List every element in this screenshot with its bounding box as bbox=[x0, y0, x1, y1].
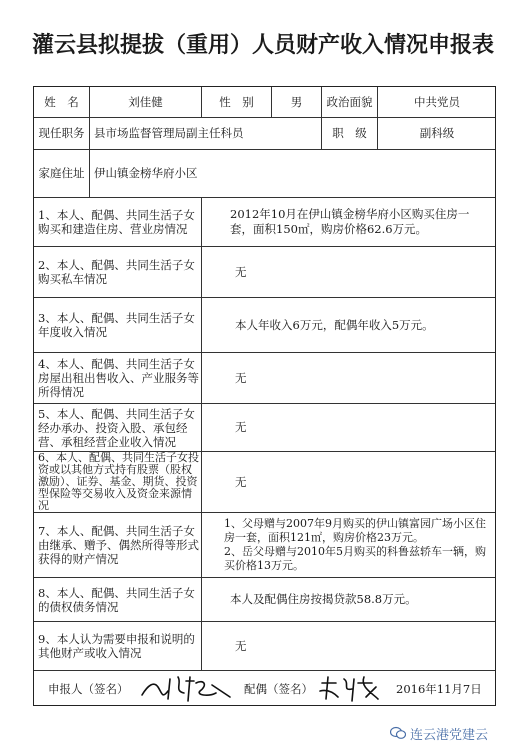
political-value: 中共党员 bbox=[414, 94, 460, 109]
item-row bbox=[34, 404, 495, 452]
gender-value: 男 bbox=[272, 87, 322, 117]
wechat-icon bbox=[390, 726, 406, 740]
job-label: 现任职务 bbox=[34, 118, 90, 149]
item-question: 8、本人、配偶、共同生活子女的债权债务情况 bbox=[34, 578, 202, 621]
item-row bbox=[34, 198, 495, 247]
item-answer: 无 bbox=[235, 264, 247, 279]
item-question: 1、本人、配偶、共同生活子女购买和建造住房、营业房情况 bbox=[34, 198, 202, 246]
item-answer: 本人及配偶住房按揭贷款58.8万元。 bbox=[230, 592, 417, 606]
item-answer: 1、父母赠与2007年9月购买的伊山镇富园广场小区住房一套，面积121㎡，购房价格23万元。 2、岳父母赠与2010年5月购买的科鲁兹轿车一辆，购买价格13万元。 bbox=[224, 517, 486, 572]
signature-date: 2016年11月7日 bbox=[396, 682, 482, 696]
item-row bbox=[34, 247, 495, 298]
item-row bbox=[34, 622, 495, 671]
item-row bbox=[34, 578, 495, 622]
item-answer: 无 bbox=[235, 474, 247, 489]
declaration-form bbox=[33, 86, 496, 706]
item-answer: 无 bbox=[235, 638, 247, 653]
watermark bbox=[390, 722, 488, 744]
rank-label: 职 级 bbox=[322, 118, 378, 149]
watermark-text: 连云港党建云 bbox=[410, 727, 489, 743]
rank-value: 副科级 bbox=[419, 126, 455, 140]
address-row bbox=[34, 150, 495, 198]
gender-label: 性 别 bbox=[202, 87, 272, 117]
job-value: 县市场监督管理局副主任科员 bbox=[90, 118, 322, 149]
name-value: 刘佳健 bbox=[90, 87, 202, 117]
item-question: 4、本人、配偶、共同生活子女房屋出租出售收入、产业服务等所得情况 bbox=[34, 353, 202, 403]
name-label: 姓 名 bbox=[34, 87, 90, 117]
item-question: 3、本人、配偶、共同生活子女年度收入情况 bbox=[34, 298, 202, 352]
job-row bbox=[34, 118, 495, 150]
signature-row bbox=[34, 671, 495, 705]
item-row bbox=[34, 298, 495, 353]
item-row bbox=[34, 513, 495, 578]
applicant-signature bbox=[138, 673, 238, 703]
item-question: 5、本人、配偶、共同生活子女经办承办、投资入股、承包经营、承租经营企业收入情况 bbox=[34, 404, 202, 451]
political-label: 政治面貌 bbox=[322, 87, 378, 117]
item-row bbox=[34, 452, 495, 513]
applicant-signature-label: 申报人（签名） bbox=[48, 682, 129, 696]
item-row bbox=[34, 353, 495, 404]
spouse-signature bbox=[316, 673, 386, 703]
item-question: 2、本人、配偶、共同生活子女购买私车情况 bbox=[34, 247, 202, 297]
item-answer: 无 bbox=[235, 420, 247, 434]
item-question: 7、本人、配偶、共同生活子女由继承、赠予、偶然所得等形式获得的财产情况 bbox=[34, 513, 202, 577]
item-answer: 无 bbox=[235, 370, 247, 385]
address-label: 家庭住址 bbox=[34, 150, 90, 197]
header-row bbox=[34, 87, 495, 118]
item-question: 6、本人、配偶、共同生活子女投资或以其他方式持有股票（股权激励）、证券、基金、期货、投资型保险等交易收入及资金来源情况 bbox=[34, 452, 202, 512]
item-answer: 本人年收入6万元，配偶年收入5万元。 bbox=[235, 317, 434, 332]
page-title: 灌云县拟提拔（重用）人员财产收入情况申报表 bbox=[31, 33, 494, 58]
item-answer: 2012年10月在伊山镇金榜华府小区购买住房一套，面积150㎡，购房价格62.6万元。 bbox=[230, 207, 470, 236]
spouse-signature-label: 配偶（签名） bbox=[244, 682, 313, 696]
item-question: 9、本人认为需要申报和说明的其他财产或收入情况 bbox=[34, 622, 202, 670]
address-value: 伊山镇金榜华府小区 bbox=[94, 166, 198, 180]
